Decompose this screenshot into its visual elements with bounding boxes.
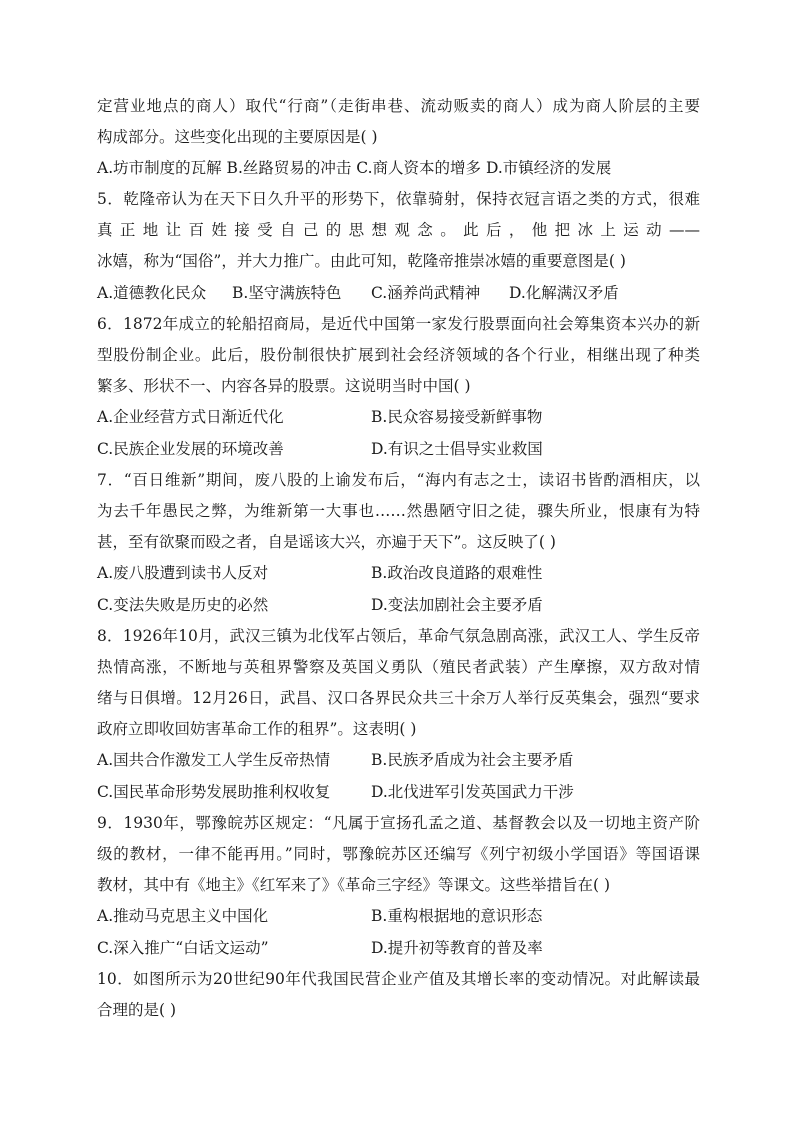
q5-stem-line-2: 真正地让百姓接受自己的思想观念。此后，他把冰上运动—— bbox=[97, 221, 700, 239]
q7-stem-line-3: 甚，至有欲聚而殴之者，自是谣该大兴，亦遍于天下”。这反映了( ) bbox=[97, 533, 556, 551]
q8-option-b: B.民族矛盾成为社会主要矛盾 bbox=[371, 751, 574, 769]
q5-stem-line-3: 冰嬉，称为“国俗”，并大力推广。由此可知，乾隆帝推崇冰嬉的重要意图是( ) bbox=[97, 252, 626, 270]
q8-stem-line-1: 8．1926年10月，武汉三镇为北伐军占领后，革命气氛急剧高涨，武汉工人、学生反帝 bbox=[97, 627, 700, 645]
q9-stem-line-1: 9．1930年，鄂豫皖苏区规定：“凡属于宣扬孔孟之道、基督教会以及一切地主资产阶 bbox=[97, 814, 700, 832]
q5-option-a: A.道德教化民众 bbox=[97, 284, 207, 302]
q6-stem-line-3: 繁多、形状不一、内容各异的股票。这说明当时中国( ) bbox=[97, 377, 471, 395]
q6-stem-line-1: 6．1872年成立的轮船招商局，是近代中国第一家发行股票面向社会筹集资本兴办的新 bbox=[97, 315, 700, 333]
q4-stem-line-1: 定营业地点的商人）取代“行商”（走街串巷、流动贩卖的商人）成为商人阶层的主要 bbox=[97, 97, 700, 115]
q9-stem-line-2: 级的教材，一律不能再用。”同时，鄂豫皖苏区还编写《列宁初级小学国语》等国语课 bbox=[97, 845, 700, 863]
q5-stem-line-1: 5．乾隆帝认为在天下日久升平的形势下，依靠骑射，保持衣冠言语之类的方式，很难 bbox=[97, 190, 700, 208]
q8-option-c: C.国民革命形势发展助推利权收复 bbox=[97, 783, 331, 801]
q8-option-d: D.北伐进军引发英国武力干涉 bbox=[371, 783, 574, 801]
q8-stem-line-3: 绪与日俱增。12月26日，武昌、汉口各界民众共三十余万人举行反英集会，强烈“要求 bbox=[97, 689, 700, 707]
q7-option-d: D.变法加剧社会主要矛盾 bbox=[371, 596, 543, 614]
q8-option-a: A.国共合作激发工人学生反帝热情 bbox=[97, 751, 331, 769]
q10-stem-line-1: 10．如图所示为20世纪90年代我国民营企业产值及其增长率的变动情况。对此解读最 bbox=[97, 970, 700, 988]
q7-option-c: C.变法失败是历史的必然 bbox=[97, 596, 269, 614]
q6-option-c: C.民族企业发展的环境改善 bbox=[97, 440, 284, 458]
q5-option-c: C.涵养尚武精神 bbox=[371, 284, 481, 302]
q4-stem-line-2: 构成部分。这些变化出现的主要原因是( ) bbox=[97, 128, 378, 146]
q4-options: A.坊市制度的瓦解 B.丝路贸易的冲击 C.商人资本的增多 D.市镇经济的发展 bbox=[97, 159, 612, 177]
q7-stem-line-1: 7．“百日维新”期间，废八股的上谕发布后，“海内有志之士，读诏书皆酌酒相庆，以 bbox=[97, 471, 700, 489]
q8-stem-line-2: 热情高涨，不断地与英租界警察及英国义勇队（殖民者武装）产生摩擦，双方敌对情 bbox=[97, 658, 700, 676]
q9-option-d: D.提升初等教育的普及率 bbox=[371, 939, 543, 957]
q9-stem-line-3: 教材，其中有《地主》《红军来了》《革命三字经》等课文。这些举措旨在( ) bbox=[97, 876, 611, 894]
q9-option-a: A.推动马克思主义中国化 bbox=[97, 907, 269, 925]
q9-option-c: C.深入推广“白话文运动” bbox=[97, 939, 269, 957]
q7-option-b: B.政治改良道路的艰难性 bbox=[371, 564, 543, 582]
q10-stem-line-2: 合理的是( ) bbox=[97, 1001, 177, 1019]
q6-stem-line-2: 型股份制企业。此后，股份制很快扩展到社会经济领域的各个行业，相继出现了种类 bbox=[97, 346, 700, 364]
q6-option-a: A.企业经营方式日渐近代化 bbox=[97, 408, 284, 426]
q6-option-d: D.有识之士倡导实业救国 bbox=[371, 440, 543, 458]
q7-stem-line-2: 为去千年愚民之弊，为维新第一大事也……然愚陋守旧之徒，骤失所业，恨康有为特 bbox=[97, 502, 700, 520]
q5-option-d: D.化解满汉矛盾 bbox=[509, 284, 619, 302]
q9-option-b: B.重构根据地的意识形态 bbox=[371, 907, 543, 925]
q6-option-b: B.民众容易接受新鲜事物 bbox=[371, 408, 543, 426]
q8-stem-line-4: 政府立即收回妨害革命工作的租界”。这表明( ) bbox=[97, 720, 417, 738]
q7-option-a: A.废八股遭到读书人反对 bbox=[97, 564, 269, 582]
q5-option-b: B.坚守满族特色 bbox=[232, 284, 342, 302]
